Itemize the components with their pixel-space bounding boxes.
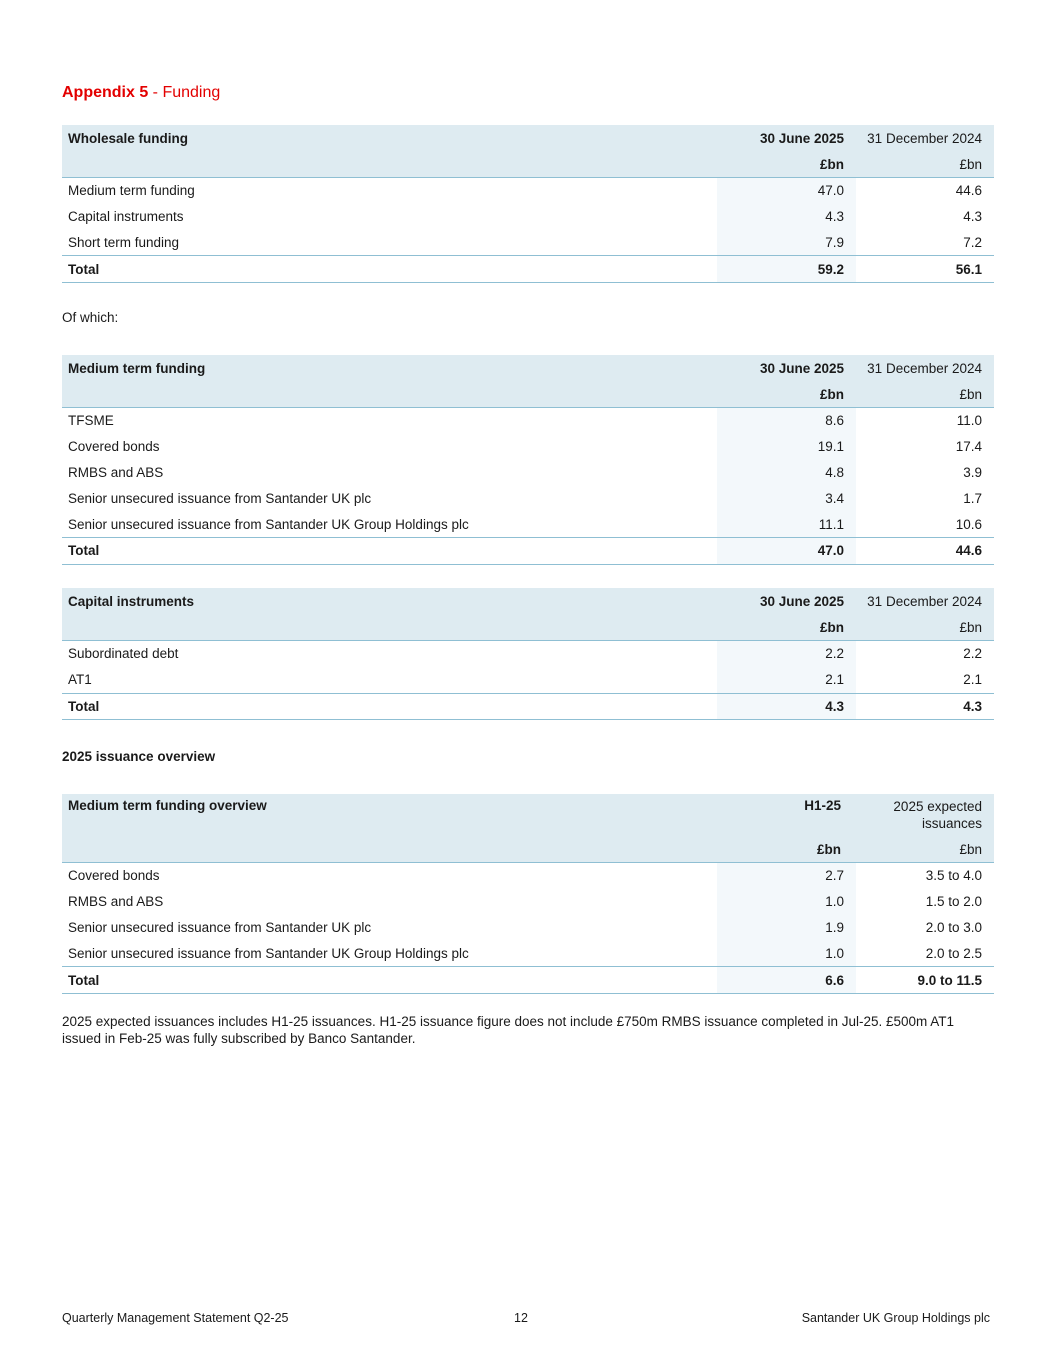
row-value-current: 7.9 (717, 230, 856, 256)
row-label: RMBS and ABS (68, 894, 164, 910)
medium-term-funding-table (62, 355, 994, 565)
table-row (62, 511, 994, 537)
of-which-text: Of which: (62, 310, 119, 325)
row-value-current: 3.4 (717, 485, 856, 511)
column-header-expected-line2: issuances (921, 816, 982, 831)
row-value-prior: 4.3 (963, 209, 982, 225)
table-row (62, 178, 994, 204)
table-row (62, 667, 994, 693)
unit-spacer (62, 151, 717, 178)
row-value-prior: 3.9 (963, 464, 982, 480)
column-header-prior: 31 December 2024 (856, 355, 994, 381)
unit-prior: £bn (856, 381, 994, 408)
table-title: Medium term funding (62, 355, 717, 381)
total-label: Total (62, 537, 717, 564)
table-row (62, 204, 994, 230)
row-value-current: 2.7 (717, 863, 856, 889)
row-label: Subordinated debt (68, 646, 179, 662)
column-header-current: 30 June 2025 (717, 355, 856, 381)
row-value-prior: 10.6 (955, 516, 982, 532)
row-label: Senior unsecured issuance from Santander UK Group Holdings plc (68, 945, 469, 961)
wholesale-funding-table (62, 125, 994, 283)
row-value-current: 1.9 (717, 915, 856, 941)
table-row (62, 940, 994, 966)
issuance-overview-heading: 2025 issuance overview (62, 749, 216, 764)
section-heading-bold: Appendix 5 (62, 84, 149, 101)
row-label: Short term funding (68, 234, 180, 250)
unit-spacer (62, 836, 717, 863)
column-header-prior: 31 December 2024 (856, 125, 994, 151)
table-row (62, 408, 994, 434)
column-header-current: H1-25 (717, 794, 856, 836)
section-heading-rest: - Funding (148, 84, 221, 101)
row-value-current: 2.2 (717, 641, 856, 667)
column-header-current: 30 June 2025 (717, 588, 856, 614)
total-value-prior: 44.6 (856, 537, 994, 564)
row-value-expected: 2.0 to 2.5 (925, 945, 982, 961)
total-value-expected: 9.0 to 11.5 (856, 967, 994, 994)
unit-spacer (62, 381, 717, 408)
row-label: AT1 (68, 672, 92, 688)
row-value-current: 8.6 (717, 408, 856, 434)
row-value-expected: 3.5 to 4.0 (925, 868, 982, 884)
row-value-current: 19.1 (717, 434, 856, 460)
total-value-prior: 4.3 (856, 693, 994, 720)
row-value-current: 2.1 (717, 667, 856, 693)
row-value-prior: 17.4 (955, 439, 982, 455)
table-row (62, 889, 994, 915)
row-value-prior: 2.2 (963, 646, 982, 662)
column-header-current: 30 June 2025 (717, 125, 856, 151)
total-value-current: 6.6 (717, 967, 856, 994)
footer-left: Quarterly Management Statement Q2-25 (62, 1311, 289, 1325)
total-value-prior: 56.1 (856, 256, 994, 283)
table-row (62, 915, 994, 941)
row-value-current: 4.8 (717, 460, 856, 486)
column-header-expected-line1: 2025 expected (893, 799, 982, 814)
table-row (62, 460, 994, 486)
table-row (62, 641, 994, 667)
table-title: Wholesale funding (62, 125, 717, 151)
total-row (62, 693, 994, 720)
row-value-current: 47.0 (717, 178, 856, 204)
table-row (62, 230, 994, 256)
unit-spacer (62, 614, 717, 641)
table-title: Medium term funding overview (62, 794, 717, 836)
row-label: Covered bonds (68, 868, 160, 884)
row-label: Covered bonds (68, 439, 160, 455)
unit-current: £bn (717, 836, 856, 863)
table-title: Capital instruments (62, 588, 717, 614)
column-header-prior: 31 December 2024 (856, 588, 994, 614)
row-value-prior: 7.2 (963, 234, 982, 250)
table-row (62, 485, 994, 511)
table-row (62, 863, 994, 889)
row-value-prior: 11.0 (956, 413, 982, 429)
total-label: Total (62, 256, 717, 283)
row-label: RMBS and ABS (68, 464, 164, 480)
total-value-current: 47.0 (717, 537, 856, 564)
funding-overview-table (62, 794, 994, 994)
row-value-current: 4.3 (717, 204, 856, 230)
total-row (62, 537, 994, 564)
unit-prior: £bn (856, 151, 994, 178)
section-heading (62, 84, 220, 102)
unit-current: £bn (717, 381, 856, 408)
row-label: Medium term funding (68, 183, 195, 199)
column-header-expected (856, 794, 994, 836)
capital-instruments-table (62, 588, 994, 720)
table-row (62, 434, 994, 460)
row-value-prior: 1.7 (963, 490, 982, 506)
row-value-expected: 2.0 to 3.0 (925, 919, 982, 935)
footer-page-number: 12 (514, 1311, 528, 1325)
row-value-prior: 44.6 (955, 183, 982, 199)
row-value-prior: 2.1 (963, 672, 982, 688)
total-label: Total (62, 967, 717, 994)
row-label: Senior unsecured issuance from Santander UK plc (68, 490, 372, 506)
total-value-current: 4.3 (717, 693, 856, 720)
row-label: Senior unsecured issuance from Santander UK Group Holdings plc (68, 516, 469, 532)
row-label: TFSME (68, 413, 114, 429)
footer-right: Santander UK Group Holdings plc (801, 1311, 990, 1325)
row-label: Senior unsecured issuance from Santander UK plc (68, 919, 372, 935)
unit-prior: £bn (856, 614, 994, 641)
total-label: Total (62, 693, 717, 720)
footnote-text: 2025 expected issuances includes H1-25 issuances. H1-25 issuance figure does not include £750m RMBS issuance completed in Jul-25. £500m AT1 issued in Feb-25 was fully subscribed by Banco Santander. (62, 1014, 955, 1046)
total-row (62, 967, 994, 994)
row-value-expected: 1.5 to 2.0 (925, 894, 982, 910)
row-label: Capital instruments (68, 209, 184, 225)
unit-current: £bn (717, 151, 856, 178)
total-value-current: 59.2 (717, 256, 856, 283)
row-value-current: 11.1 (717, 511, 856, 537)
row-value-current: 1.0 (717, 889, 856, 915)
unit-expected: £bn (856, 836, 994, 863)
total-row (62, 256, 994, 283)
row-value-current: 1.0 (717, 940, 856, 966)
unit-current: £bn (717, 614, 856, 641)
